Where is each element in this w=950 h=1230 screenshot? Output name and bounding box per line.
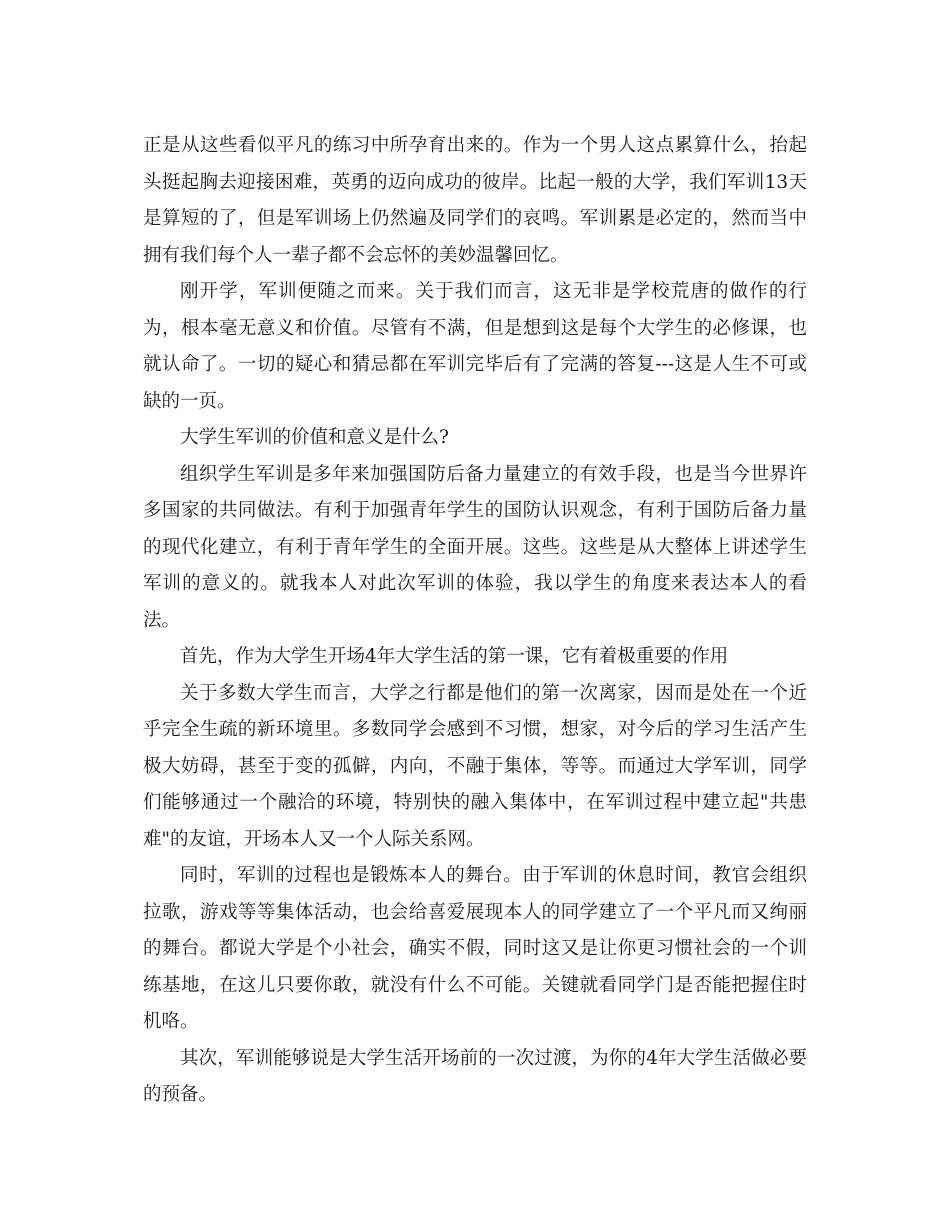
document-body (143, 128, 807, 1114)
paragraph: 首先，作为大学生开场4年大学生活的第一课，它有着极重要的作用 (180, 646, 729, 667)
paragraph: 关于多数大学生而言，大学之行都是他们的第一次离家，因而是处在一个近乎完全生疏的新环境里。多数同学会感到不习惯，想家，对今后的学习生活产生极大妨碍，甚至于变的孤僻，内向，不融于集体，等等。而通过大学军训，同学们能够通过一个融洽的环境，特别快的融入集体中，在军训过程中建立起"共患难"的友谊，开场本人又一个人际关系网。 (143, 682, 807, 850)
paragraph: 组织学生军训是多年来加强国防后备力量建立的有效手段，也是当今世界许多国家的共同做法。有利于加强青年学生的国防认识观念，有利于国防后备力量的现代化建立，有利于青年学生的全面开展。这些。这些是从大整体上讲述学生军训的意义的。就我本人对此次军训的体验，我以学生的角度来表达本人的看法。 (143, 463, 807, 631)
paragraph: 刚开学，军训便随之而来。关于我们而言，这无非是学校荒唐的做作的行为，根本毫无意义和价值。尽管有不满，但是想到这是每个大学生的必修课，也就认命了。一切的疑心和猜忌都在军训完毕后有了完满的答复---这是人生不可或缺的一页。 (143, 281, 807, 412)
paragraph: 同时，军训的过程也是锻炼本人的舞台。由于军训的休息时间，教官会组织拉歌，游戏等等集体活动，也会给喜爱展现本人的同学建立了一个平凡而又绚丽的舞台。都说大学是个小社会，确实不假，同时这又是让你更习惯社会的一个训练基地，在这儿只要你敢，就没有什么不可能。关键就看同学门是否能把握住时机咯。 (143, 865, 807, 1032)
paragraph: 其次，军训能够说是大学生活开场前的一次过渡，为你的4年大学生活做必要的预备。 (143, 1047, 807, 1105)
paragraph-continuation: 正是从这些看似平凡的练习中所孕育出来的。作为一个男人这点累算什么，抬起头挺起胸去迎接困难，英勇的迈向成功的彼岸。比起一般的大学，我们军训13天是算短的了，但是军训场上仍然遍及同学们的哀鸣。军训累是必定的，然而当中拥有我们每个人一辈子都不会忘怀的美妙温馨回忆。 (143, 135, 807, 266)
section-question: 大学生军训的价值和意义是什么? (180, 427, 449, 448)
